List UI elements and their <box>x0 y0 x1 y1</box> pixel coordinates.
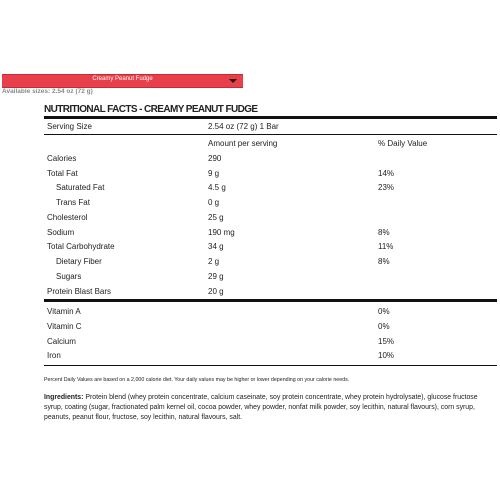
ingredients-text: Protein blend (whey protein concentrate, calcium caseinate, soy protein concentrate, whey protein hydrolysate), glucose fructose syrup, coating (sugar, fractionated palm kernel oil, cocoa powder, whey powder, nonfat milk powder, soy lecithin, natural flavours), corn syrup, peanuts, peanut flour, fructose, soy lecithin, natural flavours, salt. <box>44 394 478 421</box>
nutrient-name: Total Carbohydrate <box>47 242 115 251</box>
footnote-divider <box>44 365 497 366</box>
nutrition-facts-title: NUTRITIONAL FACTS - CREAMY PEANUT FUDGE <box>44 104 258 115</box>
serving-divider <box>44 134 497 135</box>
nutrient-name: Protein Blast Bars <box>47 287 112 296</box>
nutrient-dv: 8% <box>378 257 390 266</box>
nutrient-name: Saturated Fat <box>56 183 105 192</box>
nutrient-name: Dietary Fiber <box>56 257 102 266</box>
vitamin-dv: 0% <box>378 322 390 331</box>
nutrient-amount: 4.5 g <box>208 183 226 192</box>
nutrient-name: Trans Fat <box>56 198 90 207</box>
nutrient-amount: 25 g <box>208 213 224 222</box>
nutrient-amount: 34 g <box>208 242 224 251</box>
available-sizes: Available sizes: 2.54 oz (72 g) <box>2 88 93 95</box>
serving-size-label: Serving Size <box>47 122 92 131</box>
serving-size-value: 2.54 oz (72 g) 1 Bar <box>208 122 279 131</box>
vitamin-name: Calcium <box>47 337 76 346</box>
ingredients-label: Ingredients: <box>44 394 84 401</box>
nutrient-name: Cholesterol <box>47 213 88 222</box>
nutrient-dv: 14% <box>378 169 395 178</box>
nutrient-dv: 8% <box>378 228 390 237</box>
caret-down-icon[interactable] <box>229 79 237 83</box>
vitamin-dv: 10% <box>378 351 395 360</box>
vitamin-name: Iron <box>47 351 61 360</box>
nutrient-name: Sugars <box>56 272 82 281</box>
nutrient-amount: 2 g <box>208 257 220 266</box>
nutrient-dv: 23% <box>378 183 395 192</box>
nutrient-amount: 0 g <box>208 198 220 207</box>
nutrient-name: Calories <box>47 154 77 163</box>
nutrient-amount: 9 g <box>208 169 220 178</box>
amount-per-serving-header: Amount per serving <box>208 139 278 148</box>
ingredients-paragraph <box>44 393 497 423</box>
vitamins-divider <box>44 299 497 302</box>
vitamin-name: Vitamin C <box>47 322 82 331</box>
nutrient-amount: 290 <box>208 154 222 163</box>
vitamin-dv: 0% <box>378 307 390 316</box>
nutrient-amount: 190 mg <box>208 228 235 237</box>
daily-value-header: % Daily Value <box>378 139 428 148</box>
nutrient-amount: 29 g <box>208 272 224 281</box>
flavor-dropdown[interactable] <box>2 74 243 88</box>
nutrient-name: Total Fat <box>47 169 78 178</box>
nutrient-name: Sodium <box>47 228 75 237</box>
daily-value-footnote: Percent Daily Values are based on a 2,000 calorie diet. Your daily values may be higher or lower depending on your calorie needs. <box>44 377 350 383</box>
vitamin-dv: 15% <box>378 337 395 346</box>
nutrient-amount: 20 g <box>208 287 224 296</box>
flavor-dropdown-value: Creamy Peanut Fudge <box>92 76 153 82</box>
vitamin-name: Vitamin A <box>47 307 81 316</box>
nutrient-dv: 11% <box>378 242 394 251</box>
title-divider <box>44 116 497 119</box>
